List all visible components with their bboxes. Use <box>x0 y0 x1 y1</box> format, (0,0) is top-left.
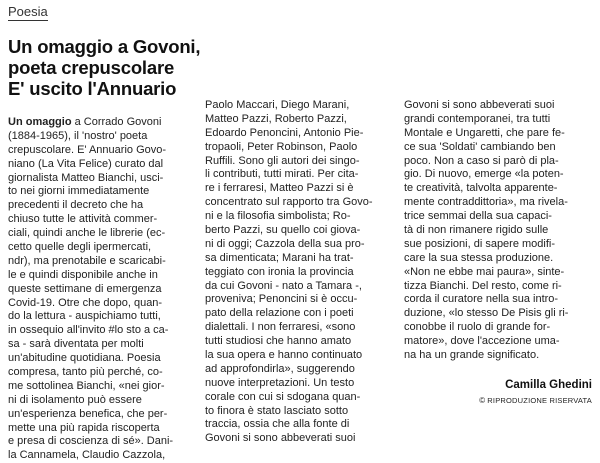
text-line: duzione, «lo stesso De Pisis gli ri- <box>404 307 569 320</box>
text-line: nuove interpretazioni. Un testo <box>205 376 355 389</box>
text-line: care la sua stessa produzione. <box>404 251 554 264</box>
text-line: conobbe il ruolo di grande for- <box>404 321 551 334</box>
text-line: un'esperienza benefica, che per- <box>8 407 168 420</box>
text-line: mette una più rapida riscoperta <box>8 421 160 434</box>
text-line-rest: a Corrado Govoni <box>71 116 162 128</box>
text-line: sa - sarà diventata per molti <box>8 338 144 351</box>
text-line: ni e la filosofia simbolista; Ro- <box>205 210 351 223</box>
text-line: e presa di coscienza di sé». Dani- <box>8 435 174 448</box>
text-line: le e quindi disponibile anche in <box>8 268 158 281</box>
text-line: ce sua 'Soldati' cambiando ben <box>404 140 556 153</box>
article-column-3 <box>404 99 592 363</box>
text-line: in ossequio all'invito #lo sto a ca- <box>8 324 169 337</box>
text-line: Covid-19. Otre che dopo, quan- <box>8 296 163 309</box>
text-line: do la lettura - auspichiamo tutti, <box>8 310 161 323</box>
text-line: ad approfondirla», suggerendo <box>205 362 355 375</box>
text-line: poco. Non a caso si parò di pla- <box>404 154 559 167</box>
text-line: gio. Di nuovo, emerge «la poten- <box>404 168 564 181</box>
text-line: me sottolinea Bianchi, «nei gior- <box>8 379 165 392</box>
text-line: sue posizioni, di sapere modifi- <box>404 237 556 250</box>
text-line: niano (La Vita Felice) curato dal <box>8 157 164 170</box>
text-line: precedenti il decreto che ha <box>8 199 144 212</box>
text-line: proveniva; Penoncini si è occu- <box>205 293 358 306</box>
text-line: la sua opera e hanno continuato <box>205 349 363 362</box>
text-line: la Cannamela, Claudio Cazzola, <box>8 449 166 462</box>
text-line: corale con cui si sdogana quan- <box>205 390 361 403</box>
text-line: traccia, ossia che alla fonte di <box>205 418 350 431</box>
text-line: te creatività, talvolta apparente- <box>404 182 558 195</box>
text-line: mente contraddittoria», ma rivela- <box>404 196 568 209</box>
text-line: dialettali. I non ferraresi, «sono <box>205 321 356 334</box>
text-line: to nei giorni immediatamente <box>8 185 150 198</box>
text-line: li contributi, tutti mirati. Per cita- <box>205 168 359 181</box>
text-line: matore», dove l'accezione uma- <box>404 335 560 348</box>
text-line: trice semmai della sua capaci- <box>404 210 552 223</box>
text-line: ni di oggi; Cazzola della sua pro- <box>205 237 365 250</box>
text-line: berto Pazzi, su quello coi giova- <box>205 224 361 237</box>
text-line: ni di isolamento può essere <box>8 393 142 406</box>
text-line: giornalista Matteo Bianchi, usci- <box>8 171 164 184</box>
text-line: Montale e Ungaretti, che pare fe- <box>404 126 565 139</box>
text-line: Ruffili. Sono gli autori dei singo- <box>205 154 360 167</box>
headline-line: poeta crepuscolare <box>8 57 175 78</box>
text-line: teggiato con ironia la provincia <box>205 265 354 278</box>
lead-words: Un omaggio <box>8 116 72 128</box>
headline <box>8 36 208 99</box>
text-line: grandi contemporanei, tra tutti <box>404 112 551 125</box>
text-line: chiuso tutte le attività commer- <box>8 213 158 226</box>
text-line: tizza Bianchi. Del resto, come ri- <box>404 279 562 292</box>
text-line: tropaoli, Peter Robinson, Paolo <box>205 140 358 153</box>
headline-line: Un omaggio a Govoni, <box>8 36 201 57</box>
text-line: Govoni si sono abbeverati suoi <box>404 99 555 111</box>
text-line: queste settimane di emergenza <box>8 282 162 295</box>
article-column-2 <box>205 99 395 446</box>
text-line: tutti studiosi che hanno amato <box>205 335 352 348</box>
text-line: ndr), ma prenotabile e scaricabi- <box>8 254 166 267</box>
section-tag: Poesia <box>8 4 48 19</box>
text-line: compresa, tanto più perché, co- <box>8 366 163 379</box>
text-line: tà di non rimanere rigido sulle <box>404 224 549 237</box>
text-line: Govoni si sono abbeverati suoi <box>205 432 356 445</box>
text-line: da cui Govoni - nato a Tamara -, <box>205 279 362 292</box>
headline-line: E' uscito l'Annuario <box>8 78 177 99</box>
text-line: ciali, quindi anche le librerie (ec- <box>8 227 166 240</box>
text-line: na ha un grande significato. <box>404 349 540 362</box>
text-line <box>8 116 198 130</box>
text-line: corda il curatore nella sua intro- <box>404 293 559 306</box>
text-line: un'abitudine quotidiana. Poesia <box>8 352 161 365</box>
text-line: «Non ne ebbe mai paura», sinte- <box>404 265 565 278</box>
copyright-text: RIPRODUZIONE RISERVATA <box>487 396 592 405</box>
text-line: sa dimenticata; Marani ha trat- <box>205 251 354 264</box>
text-line: concentrato sul rapporto tra Govo- <box>205 196 373 209</box>
copyright-icon: © <box>479 396 486 405</box>
text-line: Edoardo Penoncini, Antonio Pie- <box>205 126 364 139</box>
text-line: (1884-1965), il 'nostro' poeta <box>8 129 148 142</box>
article-column-1 <box>8 116 198 463</box>
text-line: Matteo Pazzi, Roberto Pazzi, <box>205 112 347 125</box>
text-line: re i ferraresi, Matteo Pazzi si è <box>205 182 354 195</box>
text-line: crepuscolare. E' Annuario Govo- <box>8 143 167 156</box>
author-signature: Camilla Ghedini <box>505 379 592 391</box>
text-line: Paolo Maccari, Diego Marani, <box>205 99 350 111</box>
text-line: to finora è stato lasciato sotto <box>205 404 349 417</box>
copyright-notice <box>404 396 592 405</box>
text-line: pato della relazione con i poeti <box>205 307 354 320</box>
text-line: cetto quelle degli ipermercati, <box>8 241 152 254</box>
